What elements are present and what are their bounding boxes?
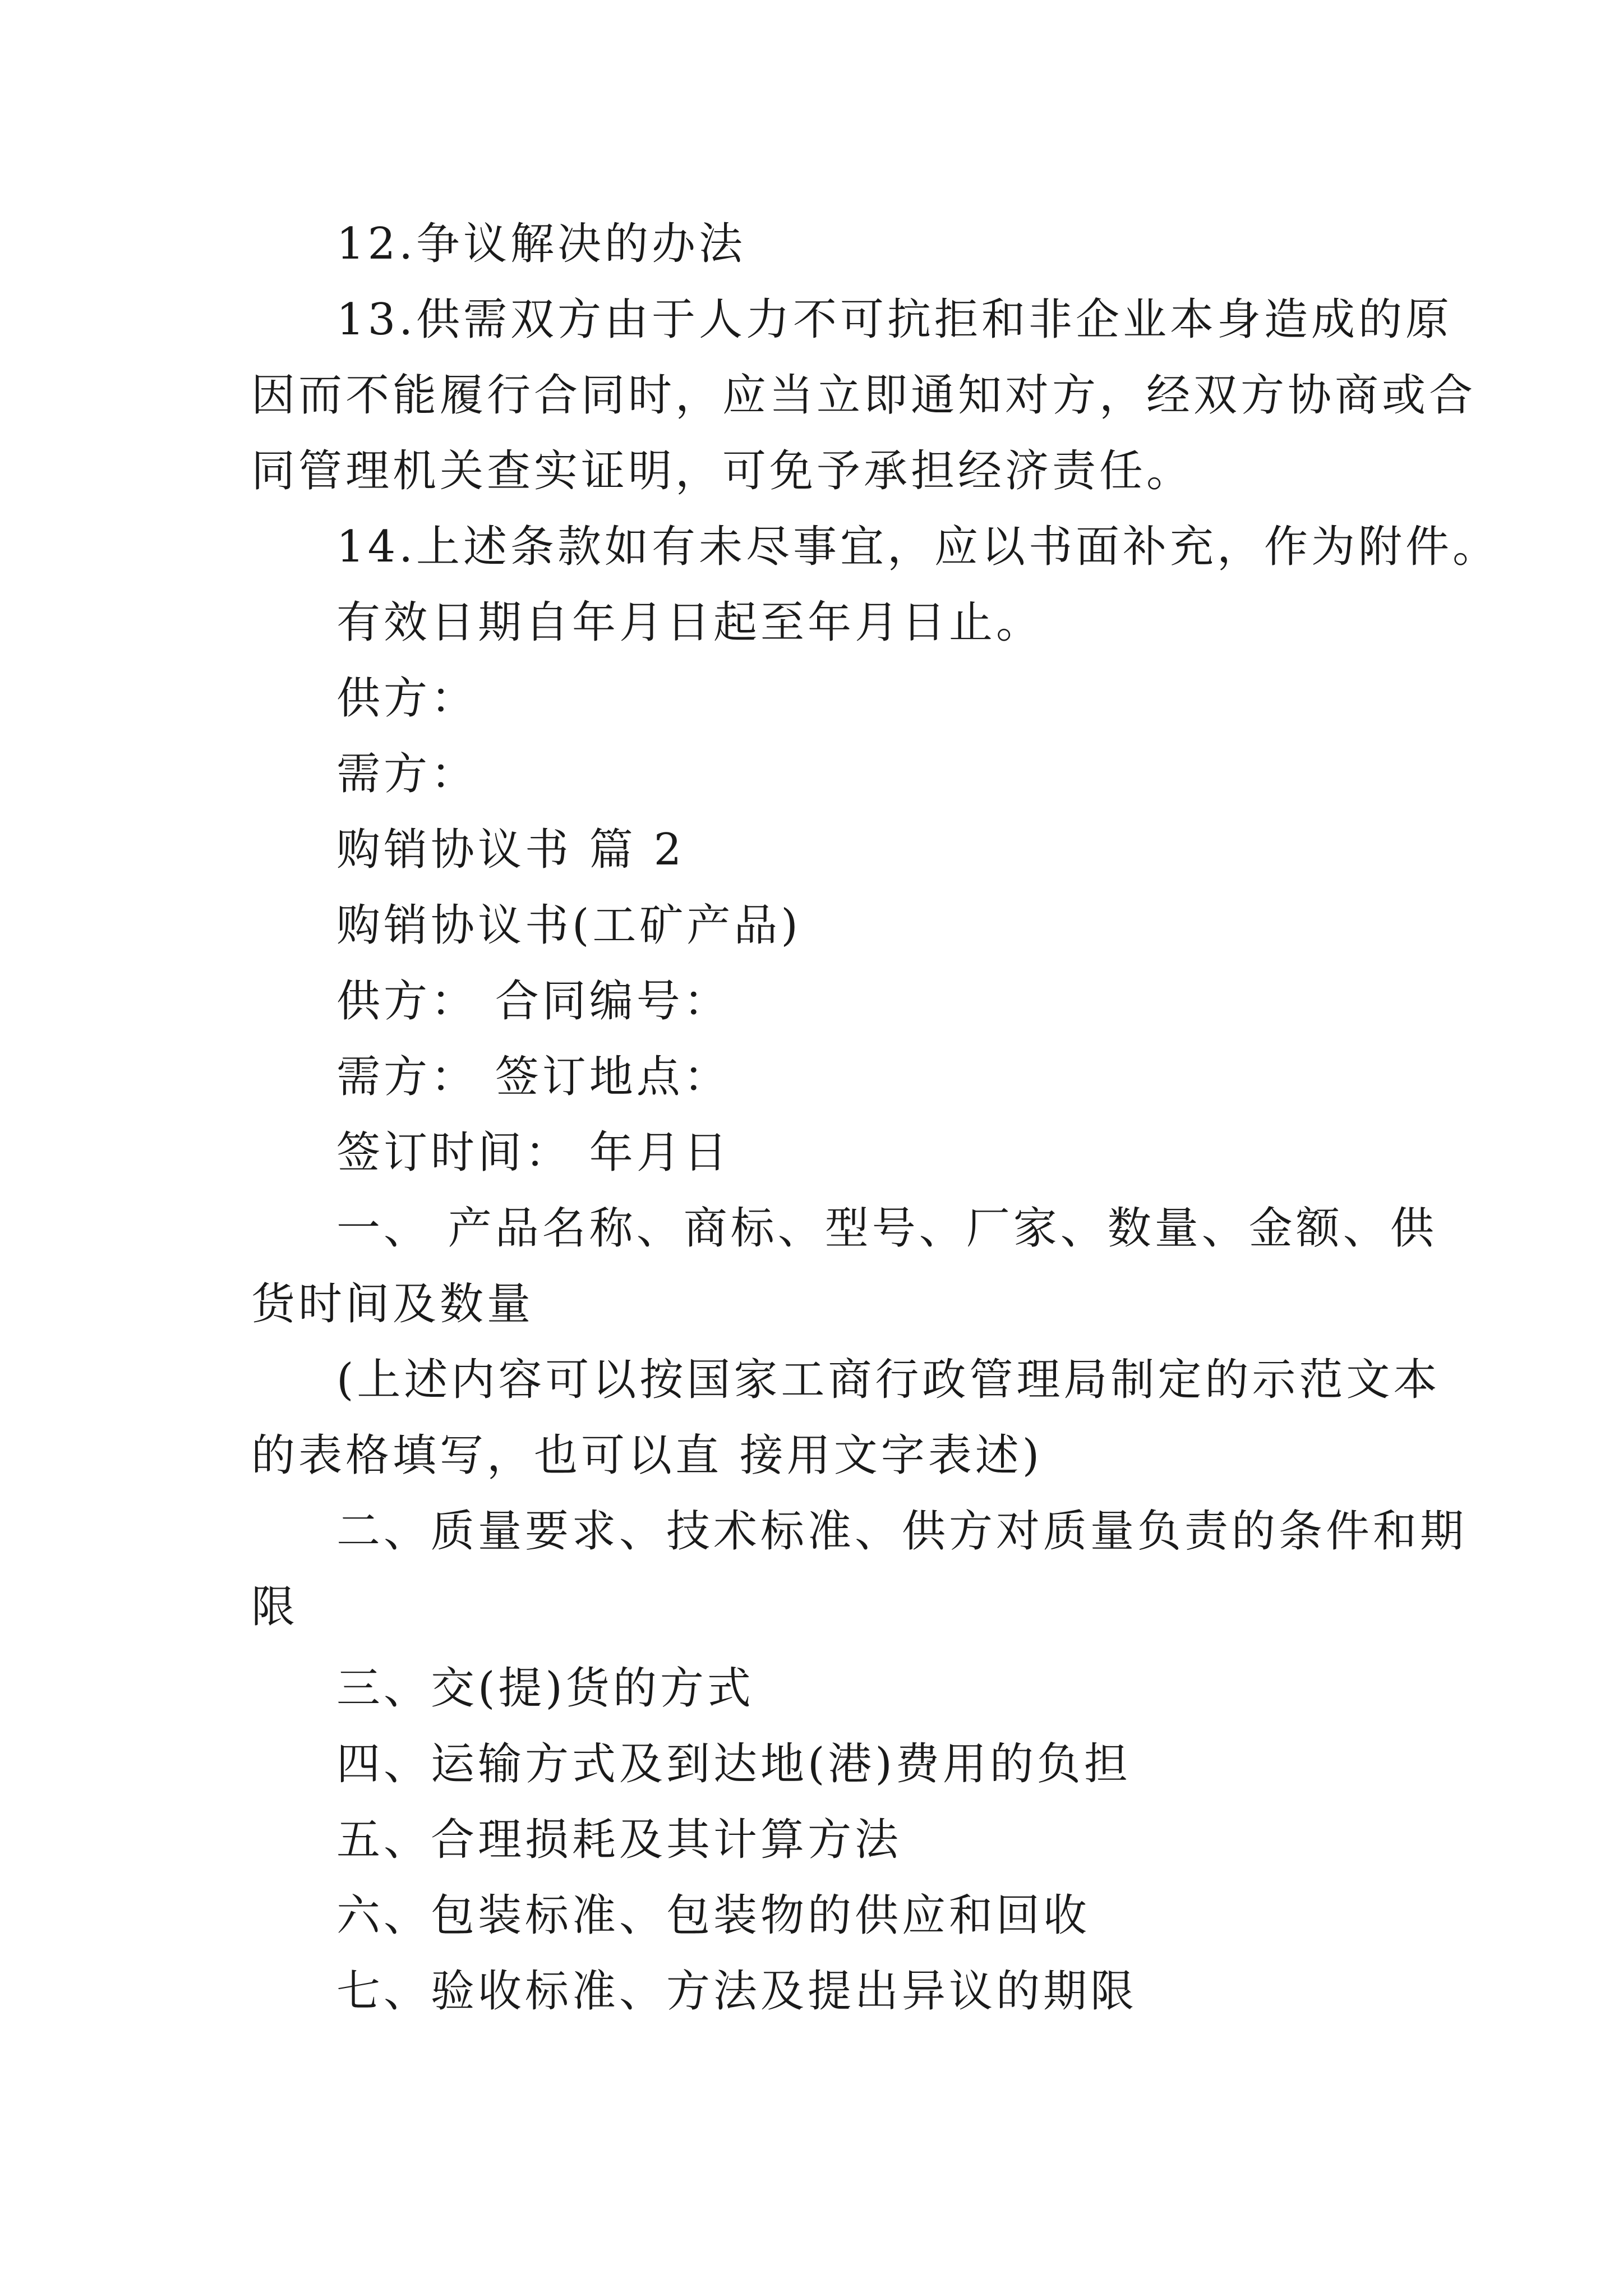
item-3: 三、交(提)货的方式 [336,1663,754,1714]
agreement-title: 购销协议书(工矿产品) [336,900,801,951]
supplier-contract-number: 供方： 合同编号： [336,976,731,1027]
buyer-signing-place: 需方： 签订地点： [336,1052,731,1102]
item-4: 四、运输方式及到达地(港)费用的负担 [336,1739,1131,1789]
item-5: 五、合理损耗及其计算方法 [336,1815,902,1865]
clause-12: 12.争议解决的办法 [336,219,746,269]
item-1-note-line-2: 的表格填写，也可以直 接用文字表述) [251,1430,1043,1481]
supplier-label: 供方： [336,673,478,724]
clause-13-line-1: 13.供需双方由于人力不可抗拒和非企业本身造成的原 [336,295,1453,345]
signing-date: 签订时间： 年月日 [336,1128,731,1178]
validity-period: 有效日期自年月日起至年月日止。 [336,597,1044,648]
item-1-note-line-1: (上述内容可以按国家工商行政管理局制定的示范文本 [336,1355,1441,1405]
clause-13-line-2: 因而不能履行合同时，应当立即通知对方，经双方协商或合 [251,370,1477,421]
clause-13-line-3: 同管理机关查实证明，可免予承担经济责任。 [251,446,1194,496]
item-7: 七、验收标准、方法及提出异议的期限 [336,1966,1138,2017]
section-heading: 购销协议书 篇 2 [336,825,685,875]
item-1-line-2: 货时间及数量 [251,1279,534,1329]
item-1-line-1: 一、 产品名称、商标、型号、厂家、数量、金额、供 [336,1203,1437,1254]
item-6: 六、包装标准、包装物的供应和回收 [336,1890,1091,1941]
clause-14: 14.上述条款如有未尽事宜，应以书面补充，作为附件。 [336,522,1500,572]
item-2-line-2: 限 [251,1582,299,1632]
item-2-line-1: 二、质量要求、技术标准、供方对质量负责的条件和期 [336,1506,1468,1557]
buyer-label: 需方： [336,749,478,799]
